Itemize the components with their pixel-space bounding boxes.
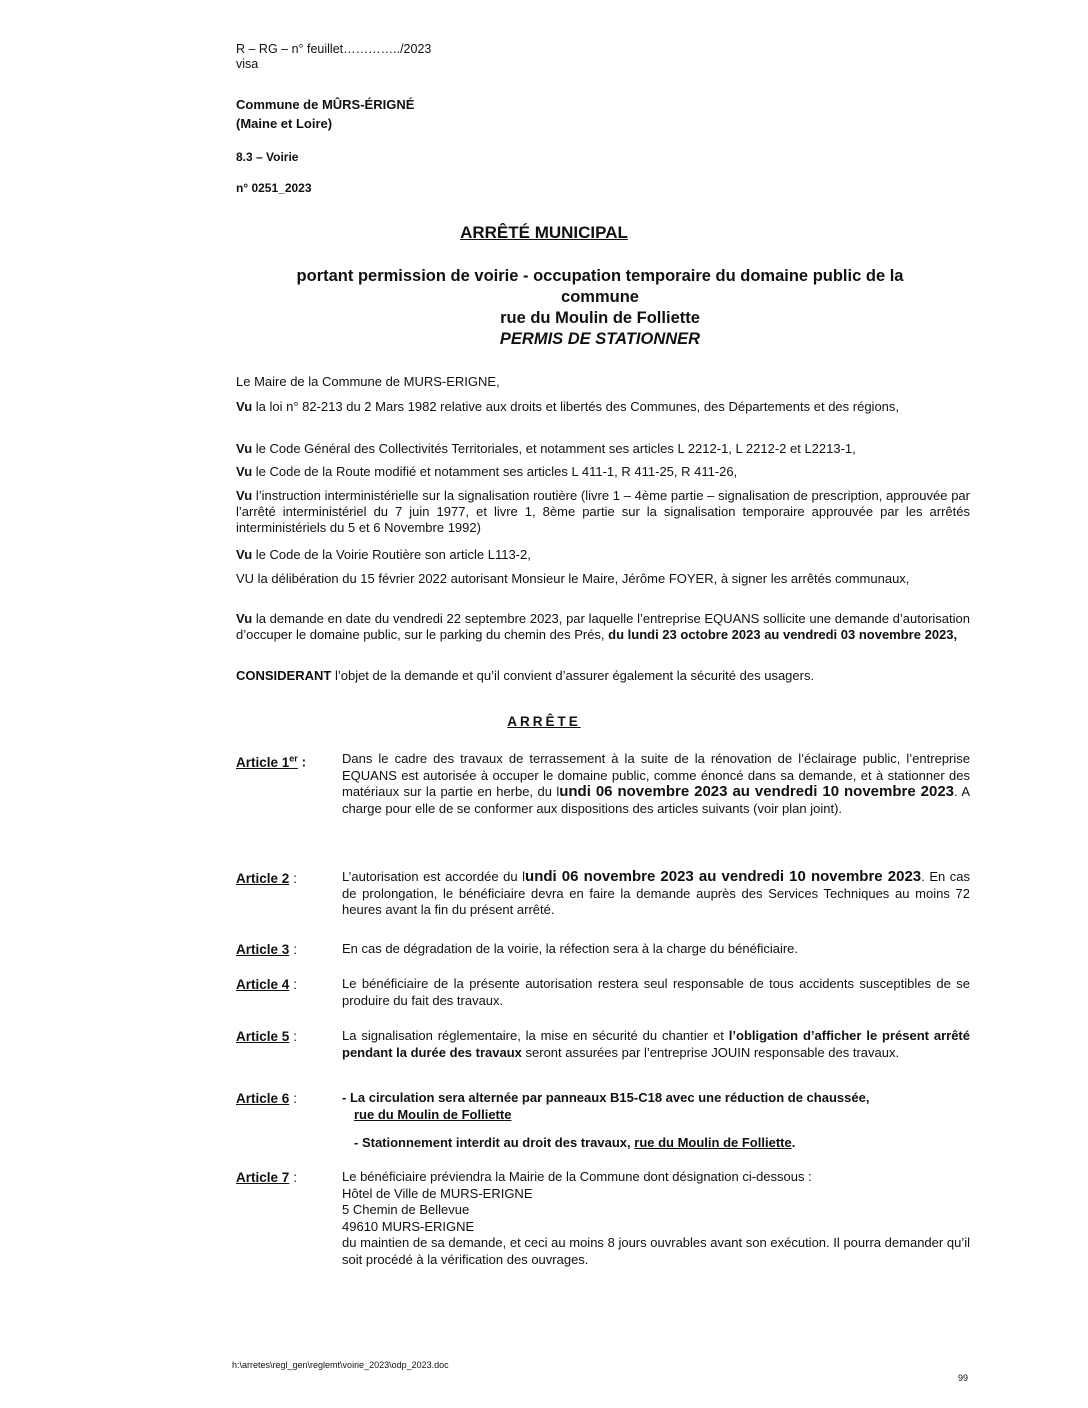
- article-4-label: Article 4 :: [236, 977, 298, 992]
- preamble-vu-4: Vu l’instruction interministérielle sur la signalisation routière (livre 1 – 4ème partie – signalisation de prescription, approuvée par l’arrêté interministériel du 7 juin 1977, et livre 1, 8ème partie sur la signalisation temporaire approuvée par les arrêtés interministériels du 5 et 6 Novembre 1992): [236, 488, 970, 535]
- preamble-vu-3: Vu le Code de la Route modifié et notamment ses articles L 411-1, R 411-25, R 411-26,: [236, 464, 738, 479]
- decree-number: n° 0251_2023: [236, 181, 312, 195]
- department-name: (Maine et Loire): [236, 116, 333, 131]
- visa-label: visa: [236, 57, 259, 71]
- article-6-item-2: - Stationnement interdit au droit des travaux, rue du Moulin de Folliette.: [354, 1135, 796, 1150]
- category-label: 8.3 – Voirie: [236, 150, 299, 164]
- article-5-label: Article 5 :: [236, 1029, 298, 1044]
- article-4-text: Le bénéficiaire de la présente autorisation restera seul responsable de tous accidents susceptibles de se produire du fait des travaux.: [342, 976, 970, 1008]
- subtitle-line-1: portant permission de voirie - occupation temporaire du domaine public de la: [296, 267, 904, 285]
- preamble-vu-7: Vu la demande en date du vendredi 22 septembre 2023, par laquelle l’entreprise EQUANS sollicite une demande d’autorisation d’occuper le domaine public, sur le parking du chemin des Prés, du lundi 23 octobre 2023 au vendredi 03 novembre 2023,: [236, 611, 970, 642]
- document-subtitle: [250, 266, 950, 350]
- page-number: 99: [958, 1373, 969, 1383]
- commune-name: Commune de MÛRS-ÉRIGNÉ: [236, 97, 415, 112]
- article-6-item-1: - La circulation sera alternée par panneaux B15-C18 avec une réduction de chaussée, rue du Moulin de Folliette: [342, 1090, 870, 1122]
- article-2-text: L’autorisation est accordée du lundi 06 novembre 2023 au vendredi 10 novembre 2023. En cas de prolongation, le bénéficiaire devra en faire la demande auprès des Services Techniques au moins 72 heures avant la fin du présent arrêté.: [342, 868, 971, 917]
- preamble-vu-2: Vu le Code Général des Collectivités Territoriales, et notamment ses articles L 2212-1, L 2212-2 et L2213-1,: [236, 441, 856, 456]
- preamble-intro: Le Maire de la Commune de MURS-ERIGNE,: [236, 374, 500, 389]
- article-1-text: Dans le cadre des travaux de terrassement à la suite de la rénovation de l’éclairage public, l’entreprise EQUANS est autorisée à occuper le domaine public, comme énoncé dans sa demande, et à stationner des matériaux sur la partie en herbe, du lundi 06 novembre 2023 au vendredi 10 novembre 2023. A charge pour elle de se conformer aux dispositions des articles suivants (voir plan joint).: [342, 751, 970, 816]
- subtitle-line-2: commune: [561, 288, 639, 306]
- preamble-vu-5: Vu le Code de la Voirie Routière son article L113-2,: [236, 547, 531, 562]
- arrete-heading: ARRÊTE: [507, 714, 581, 729]
- article-3-label: Article 3 :: [236, 942, 298, 957]
- reference-line: R – RG – n° feuillet…………../2023: [236, 42, 432, 56]
- article-5-text: La signalisation réglementaire, la mise en sécurité du chantier et l’obligation d’afficher le présent arrêté pendant la durée des travaux seront assurées par l’entreprise JOUIN responsable des travaux.: [342, 1028, 970, 1060]
- preamble-considerant: CONSIDERANT l’objet de la demande et qu’il convient d’assurer également la sécurité des usagers.: [236, 668, 815, 683]
- subtitle-line-3: rue du Moulin de Folliette: [500, 309, 700, 327]
- document-title: ARRÊTÉ MUNICIPAL: [460, 223, 628, 242]
- article-7-text: Le bénéficiaire préviendra la Mairie de la Commune dont désignation ci-dessous : Hôtel de Ville de MURS-ERIGNE 5 Chemin de Bellevue 49610 MURS-ERIGNE du maintien de sa demande, et ceci au moins 8 jours ouvrables avant son exécution. Il pourra demander qu’il soit procédé à la vérification des ouvrages.: [342, 1169, 970, 1267]
- article-3-text: En cas de dégradation de la voirie, la réfection sera à la charge du bénéficiaire.: [342, 941, 799, 956]
- article-1-label: Article 1er :: [236, 753, 307, 770]
- preamble-vu-6: VU la délibération du 15 février 2022 autorisant Monsieur le Maire, Jérôme FOYER, à signer les arrêtés communaux,: [236, 571, 910, 586]
- article-7-label: Article 7 :: [236, 1170, 298, 1185]
- article-6-label: Article 6 :: [236, 1091, 298, 1106]
- subtitle-line-4: PERMIS DE STATIONNER: [499, 330, 701, 348]
- footer-file-path: h:\arretes\regl_gen\reglemt\voirie_2023\odp_2023.doc: [232, 1360, 449, 1370]
- article-2-label: Article 2 :: [236, 871, 298, 886]
- preamble-vu-1: Vu la loi n° 82-213 du 2 Mars 1982 relative aux droits et libertés des Communes, des Départements et des régions,: [236, 399, 900, 414]
